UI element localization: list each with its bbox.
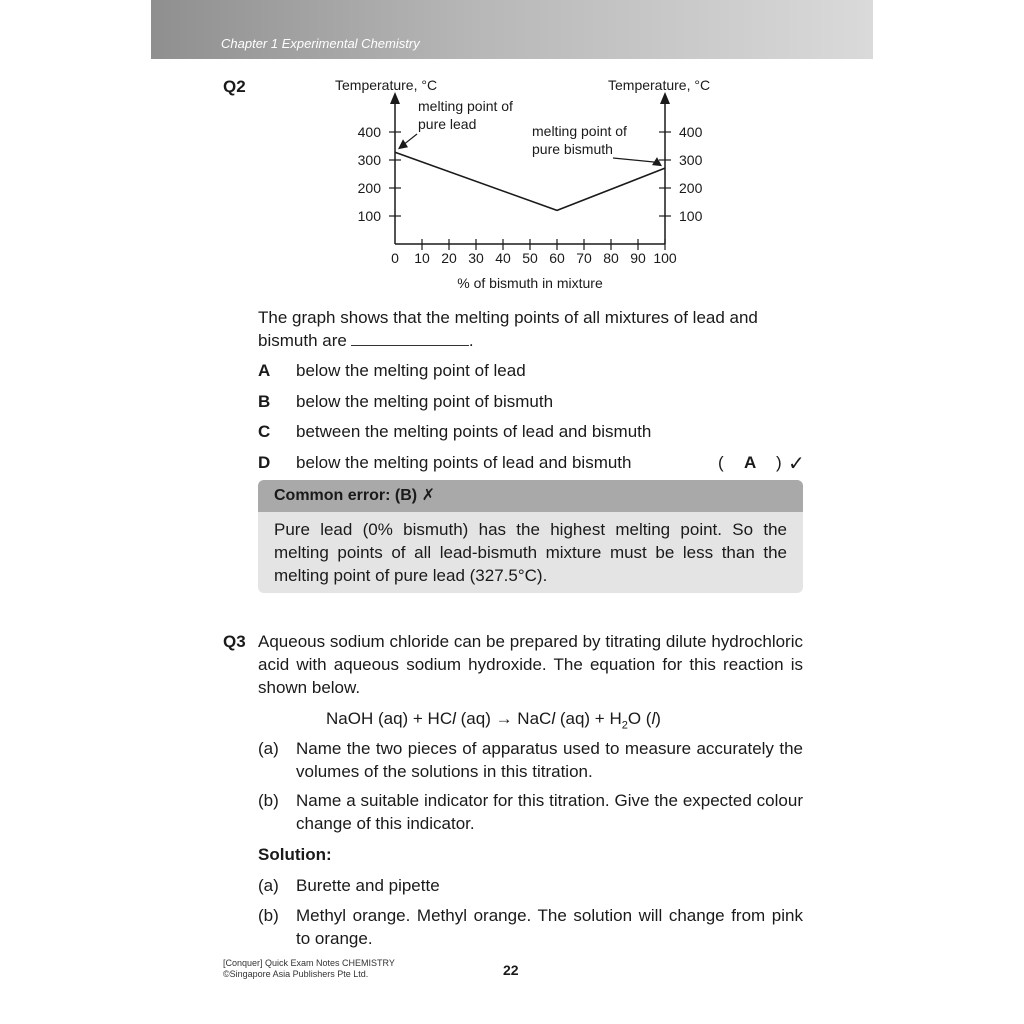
q2-stem-line1: The graph shows that the melting points of all mixtures of lead and <box>258 308 758 327</box>
x-tick-label-70: 70 <box>576 250 592 266</box>
answer-blank <box>351 331 469 346</box>
q2-label: Q2 <box>223 77 246 96</box>
eq-part-4: O ( <box>627 709 652 728</box>
q2-stem <box>258 306 806 352</box>
y-tick-label-left-200: 200 <box>357 180 381 196</box>
q2-stem-line2-text: bismuth are <box>258 331 347 350</box>
y-tick-label-left-100: 100 <box>357 208 381 224</box>
common-error-heading-text: Common error: (B) <box>274 487 418 504</box>
eq-part-5: ) <box>655 709 661 728</box>
option-a-text: below the melting point of lead <box>296 361 526 380</box>
x-tick-label-50: 50 <box>522 250 538 266</box>
option-c-letter: C <box>258 422 271 441</box>
option-b-text: below the melting point of bismuth <box>296 392 554 411</box>
option-d-letter: D <box>258 453 271 472</box>
solution-heading: Solution: <box>258 845 332 864</box>
eq-part-1: NaOH (aq) + HC <box>326 709 453 728</box>
eq-l-3: l <box>651 709 656 728</box>
q3-part-b-label: (b) <box>258 791 279 810</box>
option-d-text: below the melting points of lead and bismuth <box>296 453 632 472</box>
melting-point-chart <box>330 70 730 300</box>
tick-icon: ✓ <box>788 453 805 475</box>
y-axis-right-title: Temperature, °C <box>608 77 711 93</box>
x-tick-label-90: 90 <box>630 250 646 266</box>
q3-part-a-label: (a) <box>258 739 279 758</box>
footer-publisher <box>223 958 395 980</box>
x-tick-label-80: 80 <box>603 250 619 266</box>
q2-stem-end: . <box>468 331 474 350</box>
solution-b-label: (b) <box>258 906 279 925</box>
solution-a-label: (a) <box>258 876 279 895</box>
x-tick-label-0: 0 <box>391 250 399 266</box>
eq-part-3: (aq) + H <box>555 709 622 728</box>
q3-stem: Aqueous sodium chloride can be prepared by titrating dilute hydrochloric acid with aqueous sodium hydroxide. The equation for this reaction is shown below. <box>258 632 803 697</box>
q3-equation <box>326 707 661 737</box>
page-number: 22 <box>503 962 519 978</box>
x-axis-title: % of bismuth in mixture <box>457 275 603 291</box>
answer-letter: A <box>744 453 757 472</box>
footer-line-2: ©Singapore Asia Publishers Pte Ltd. <box>223 969 369 979</box>
annotation-bismuth-pointer <box>613 158 655 162</box>
footer-line-1: [Conquer] Quick Exam Notes CHEMISTRY <box>223 958 395 968</box>
x-tick-label-30: 30 <box>468 250 484 266</box>
x-tick-label-60: 60 <box>549 250 565 266</box>
y-tick-label-right-400: 400 <box>679 124 703 140</box>
y-tick-label-right-100: 100 <box>679 208 703 224</box>
x-tick-label-100: 100 <box>653 250 677 266</box>
common-error-box <box>258 480 803 593</box>
q3-part-a-text: Name the two pieces of apparatus used to measure accurately the volumes of the solutions in this titration. <box>296 739 803 781</box>
q3-label: Q3 <box>223 632 246 651</box>
x-tick-label-10: 10 <box>414 250 430 266</box>
eq-l-1: l <box>452 709 456 728</box>
annotation-lead-pointer <box>404 134 417 144</box>
y-axis-right-arrow-icon <box>660 92 670 104</box>
annotation-bismuth-line2: pure bismuth <box>532 141 613 157</box>
annotation-lead-line1: melting point of <box>418 98 513 114</box>
option-c-text: between the melting points of lead and bismuth <box>296 422 652 441</box>
q3-part-b-text: Name a suitable indicator for this titration. Give the expected colour change of this indicator. <box>296 791 803 833</box>
cross-icon: ✗ <box>421 487 435 504</box>
annotation-lead-line2: pure lead <box>418 116 477 132</box>
eq-part-2: (aq) → NaC <box>455 709 552 728</box>
solution-a-text: Burette and pipette <box>296 876 440 895</box>
chapter-header-bar <box>151 0 873 59</box>
y-axis-left-arrow-icon <box>390 92 400 104</box>
q2-stem-line2 <box>258 329 806 352</box>
annotation-lead-arrow-icon <box>398 139 408 149</box>
annotation-bismuth-line1: melting point of <box>532 123 627 139</box>
y-axis-left-title: Temperature, °C <box>335 77 438 93</box>
chapter-title: Chapter 1 Experimental Chemistry <box>221 36 420 51</box>
common-error-heading <box>258 480 803 512</box>
melting-point-line-0 <box>395 152 665 210</box>
y-tick-label-left-300: 300 <box>357 152 381 168</box>
solution-b-text: Methyl orange. Methyl orange. The solution will change from pink to orange. <box>296 906 803 948</box>
common-error-explanation: Pure lead (0% bismuth) has the highest melting point. So the melting points of all lead-bismuth mixture must be less than the melting point of pure lead (327.5°C). <box>274 520 787 585</box>
x-tick-label-40: 40 <box>495 250 511 266</box>
option-b-letter: B <box>258 392 271 411</box>
y-tick-label-right-300: 300 <box>679 152 703 168</box>
answer-close-bracket: ) <box>776 453 782 472</box>
y-tick-label-right-200: 200 <box>679 180 703 196</box>
eq-l-2: l <box>551 709 556 728</box>
answer-open-bracket: ( <box>718 453 724 472</box>
option-a-letter: A <box>258 361 271 380</box>
y-tick-label-left-400: 400 <box>357 124 381 140</box>
x-tick-label-20: 20 <box>441 250 457 266</box>
eq-subscript: 2 <box>621 719 628 732</box>
